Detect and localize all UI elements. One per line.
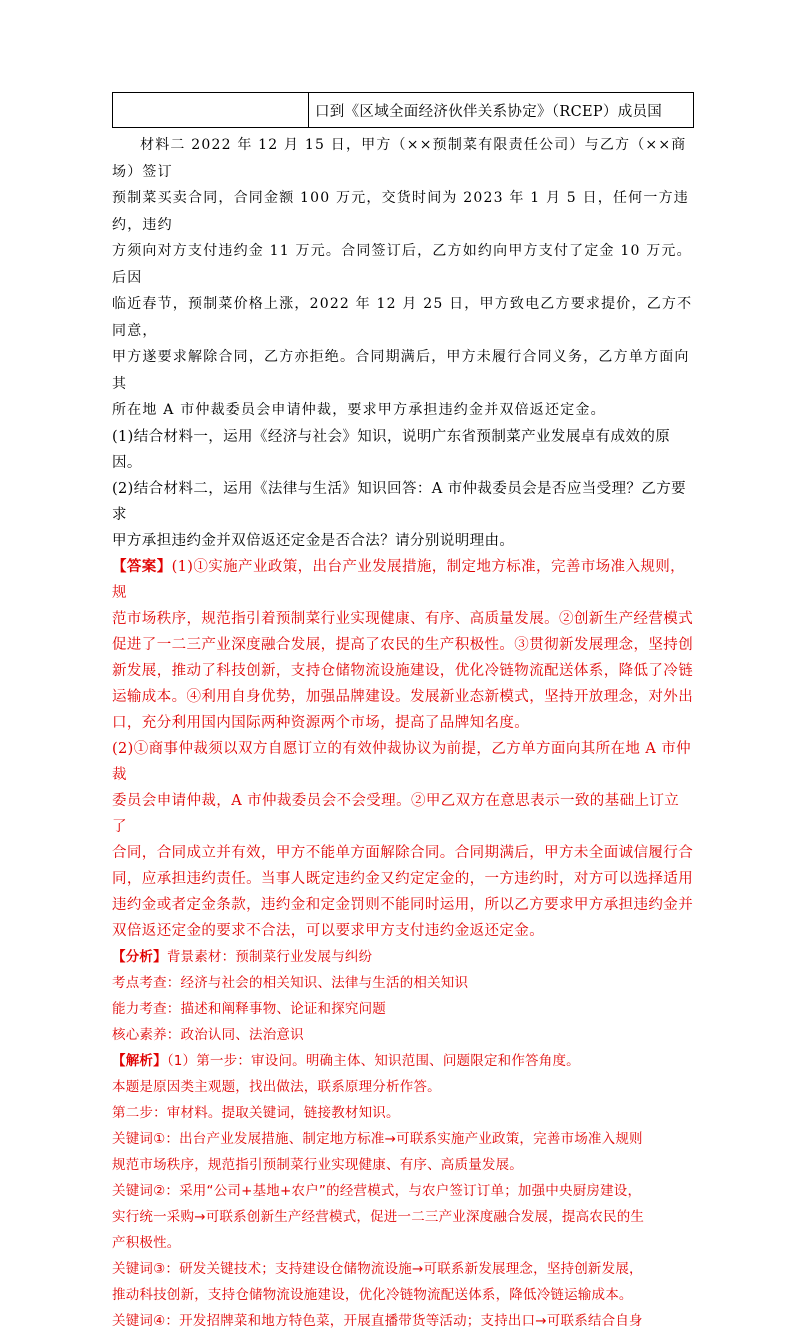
- answer-line: 范市场秩序，规范指引着预制菜行业实现健康、有序、高质量发展。②创新生产经营模式: [112, 610, 694, 627]
- material-two: [112, 132, 694, 424]
- answer-line: 同，应承担违约责任。当事人既定违约金又约定定金的，一方违约时，对方可以选择适用: [112, 870, 694, 887]
- table-cell-text: 口到《区域全面经济伙伴关系协定》（RCEP）成员国: [309, 93, 694, 128]
- explanation-line: 关键词②：采用“公司+基地+农户”的经营模式，与农户签订订单；加强中央厨房建设，: [112, 1182, 642, 1199]
- question-1: (1)结合材料一，运用《经济与社会》知识，说明广东省预制菜产业发展卓有成效的原因。: [112, 428, 671, 471]
- analysis-line: 核心素养：政治认同、法治意识: [112, 1026, 304, 1043]
- answer-line: (2)①商事仲裁须以双方自愿订立的有效仲裁协议为前提，乙方单方面向其所在地 A 市仲裁: [112, 740, 692, 783]
- explanation-line: 【解析】（1）第一步：审设问。明确主体、知识范围、问题限定和作答角度。: [112, 1052, 580, 1069]
- explanation-line: 关键词①：出台产业发展措施、制定地方标准→可联系实施产业政策，完善市场准入规则: [112, 1130, 643, 1147]
- material-line: 临近春节，预制菜价格上涨，2022 年 12 月 25 日，甲方致电乙方要求提价，乙方不同意，: [112, 296, 693, 339]
- answer-line: 口，充分利用国内国际两种资源两个市场，提高了品牌知名度。: [112, 714, 530, 731]
- answer-line: 委员会申请仲裁，A 市仲裁委员会不会受理。②甲乙双方在意思表示一致的基础上订立了: [112, 792, 680, 835]
- explanation-line: 关键词④：开发招牌菜和地方特色菜，开展直播带货等活动；支持出口→可联系结合自身: [112, 1312, 643, 1329]
- analysis-tag: 【分析】: [112, 948, 167, 965]
- question-2-cont: 甲方承担违约金并双倍返还定金是否合法？请分别说明理由。: [112, 532, 515, 549]
- explanation-line: 第二步：审材料。提取关键词，链接教材知识。: [112, 1104, 400, 1121]
- answer-tag: 【答案】: [112, 557, 172, 575]
- explanation-line: 产积极性。: [112, 1234, 181, 1251]
- material-line: 甲方遂要求解除合同，乙方亦拒绝。合同期满后，甲方未履行合同义务，乙方单方面向其: [112, 349, 690, 392]
- explanation-tag: 【解析】: [112, 1052, 167, 1069]
- answer-line: 合同，合同成立并有效，甲方不能单方面解除合同。合同期满后，甲方未全面诚信履行合: [112, 844, 694, 861]
- material-table: [112, 92, 694, 128]
- material-line: 所在地 A 市仲裁委员会申请仲裁，要求甲方承担违约金并双倍返还定金。: [112, 402, 606, 418]
- answer-line: 【答案】(1)①实施产业政策，出台产业发展措施，制定地方标准，完善市场准入规则，规: [112, 557, 686, 601]
- explanation-line: 推动科技创新，支持仓储物流设施建设，优化冷链物流配送体系，降低冷链运输成本。: [112, 1286, 633, 1303]
- explanation-line: 本题是原因类主观题，找出做法，联系原理分析作答。: [112, 1078, 441, 1095]
- explanation-line: 规范市场秩序，规范指引预制菜行业实现健康、有序、高质量发展。: [112, 1156, 523, 1173]
- document-page: [112, 92, 694, 1334]
- analysis-line: 能力考查：描述和阐释事物、论证和探究问题: [112, 1000, 386, 1017]
- answer-section: [112, 554, 694, 944]
- answer-line: 促进了一二三产业深度融合发展，提高了农民的生产积极性。③贯彻新发展理念，坚持创: [112, 636, 694, 653]
- explanation-line: 实行统一采购→可联系创新生产经营模式，促进一二三产业深度融合发展，提高农民的生: [112, 1208, 645, 1225]
- answer-line: 新发展，推动了科技创新，支持仓储物流设施建设，优化冷链物流配送体系，降低了冷链: [112, 662, 694, 679]
- table-cell-empty: [113, 93, 309, 128]
- answer-line: 双倍返还定金的要求不合法，可以要求甲方支付违约金返还定金。: [112, 922, 545, 939]
- answer-line: 违约金或者定金条款，违约金和定金罚则不能同时运用，所以乙方要求甲方承担违约金并: [112, 896, 694, 913]
- material-line: 方须向对方支付违约金 11 万元。合同签订后，乙方如约向甲方支付了定金 10 万元。后因: [112, 243, 692, 286]
- material-line: 预制菜买卖合同，合同金额 100 万元，交货时间为 2023 年 1 月 5 日，任何一方违约，违约: [112, 190, 689, 233]
- analysis-line: 【分析】背景素材：预制菜行业发展与纠纷: [112, 948, 373, 965]
- question-2: (2)结合材料二，运用《法律与生活》知识回答：A 市仲裁委员会是否应当受理？乙方要求: [112, 480, 687, 523]
- table-row: [113, 93, 694, 128]
- analysis-line: 考点考查：经济与社会的相关知识、法律与生活的相关知识: [112, 974, 469, 991]
- explanation-section: [112, 1048, 694, 1334]
- answer-line: 运输成本。④利用自身优势，加强品牌建设。发展新业态新模式，坚持开放理念，对外出: [112, 688, 694, 705]
- material-line: 材料二 2022 年 12 月 15 日，甲方（××预制菜有限责任公司）与乙方（××商场）签订: [112, 137, 687, 180]
- questions: [112, 424, 694, 554]
- explanation-line: 关键词③：研发关键技术；支持建设仓储物流设施→可联系新发展理念，坚持创新发展，: [112, 1260, 643, 1277]
- analysis-section: [112, 944, 694, 1048]
